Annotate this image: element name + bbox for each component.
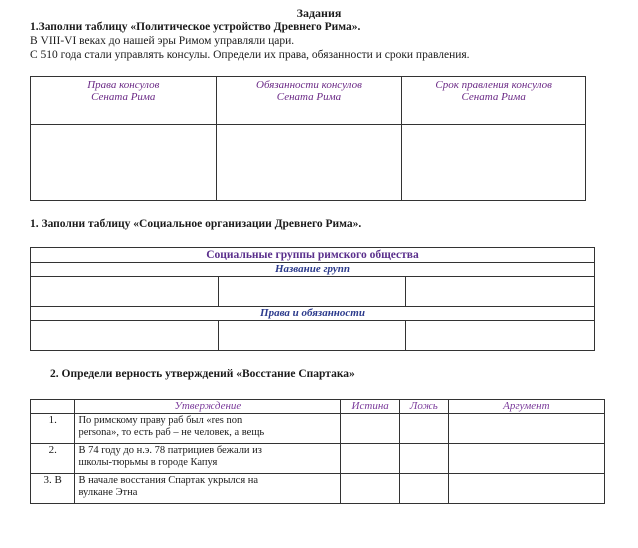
false-cell[interactable] — [400, 444, 449, 474]
false-cell[interactable] — [400, 474, 449, 504]
consuls-cell-rights[interactable] — [31, 125, 217, 201]
spartacus-header-argument: Аргумент — [448, 400, 604, 414]
spartacus-header-statement: Утверждение — [75, 400, 341, 414]
social-row-names: Название групп — [31, 263, 595, 277]
social-rights-cell-1[interactable] — [31, 321, 219, 351]
consuls-col-duties — [216, 77, 402, 125]
true-cell[interactable] — [341, 414, 400, 444]
spartacus-header-num — [31, 400, 75, 414]
task1-line1: В VIII-VI веках до нашей эры Римом управляли цари. — [30, 35, 295, 47]
consuls-col-duties-line1: Обязанности консулов — [256, 79, 362, 91]
statement-line: По римскому праву раб был «res non — [78, 415, 243, 426]
consuls-table — [30, 76, 586, 201]
statement-line: В начале восстания Спартак укрылся на — [78, 475, 259, 486]
row-number: 2. — [31, 444, 75, 474]
social-row-title: Социальные группы римского общества — [31, 248, 595, 263]
social-rights-cell-2[interactable] — [218, 321, 406, 351]
consuls-cell-duties[interactable] — [216, 125, 402, 201]
true-cell[interactable] — [341, 444, 400, 474]
consuls-cell-term[interactable] — [402, 125, 586, 201]
consuls-col-duties-line2: Сената Рима — [276, 91, 342, 103]
social-table — [30, 247, 595, 351]
social-name-cell-3[interactable] — [406, 277, 595, 307]
social-rights-cell-3[interactable] — [406, 321, 595, 351]
statement-cell — [75, 474, 341, 504]
true-cell[interactable] — [341, 474, 400, 504]
consuls-col-rights-line2: Сената Рима — [91, 91, 156, 103]
task3-heading: 2. Определи верность утверждений «Восстание Спартака» — [50, 368, 355, 380]
consuls-col-rights-line1: Права консулов — [87, 79, 160, 91]
table-row — [31, 474, 605, 504]
false-cell[interactable] — [400, 414, 449, 444]
spartacus-header-true: Истина — [341, 400, 400, 414]
argument-cell[interactable] — [448, 414, 604, 444]
social-name-cell-1[interactable] — [31, 277, 219, 307]
row-number: 1. — [31, 414, 75, 444]
argument-cell[interactable] — [448, 474, 604, 504]
page-title: Задания — [296, 6, 342, 20]
argument-cell[interactable] — [448, 444, 604, 474]
task1-line2: С 510 года стали управлять консулы. Определи их права, обязанности и сроки правления. — [30, 49, 470, 61]
statement-line: В 74 году до н.э. 78 патрициев бежали из — [78, 445, 262, 456]
statement-cell — [75, 444, 341, 474]
task1-heading: 1.Заполни таблицу «Политическое устройство Древнего Рима». — [30, 21, 361, 33]
social-row-rights: Права и обязанности — [31, 307, 595, 321]
spartacus-header-false: Ложь — [400, 400, 449, 414]
spartacus-table — [30, 399, 605, 504]
statement-line: persona», то есть раб – не человек, а вещь — [78, 427, 265, 438]
social-name-cell-2[interactable] — [218, 277, 406, 307]
consuls-col-term — [402, 77, 586, 125]
statement-line: вулкане Этна — [78, 487, 138, 498]
table-row — [31, 444, 605, 474]
statement-cell — [75, 414, 341, 444]
statement-line: школы-тюрьмы в городе Капуя — [78, 457, 218, 468]
consuls-col-rights — [31, 77, 217, 125]
task2-heading: 1. Заполни таблицу «Социальное организации Древнего Рима». — [30, 218, 362, 230]
consuls-col-term-line2: Сената Рима — [461, 91, 526, 103]
consuls-col-term-line1: Срок правления консулов — [435, 79, 552, 91]
row-number: 3. В — [31, 474, 75, 504]
table-row — [31, 414, 605, 444]
